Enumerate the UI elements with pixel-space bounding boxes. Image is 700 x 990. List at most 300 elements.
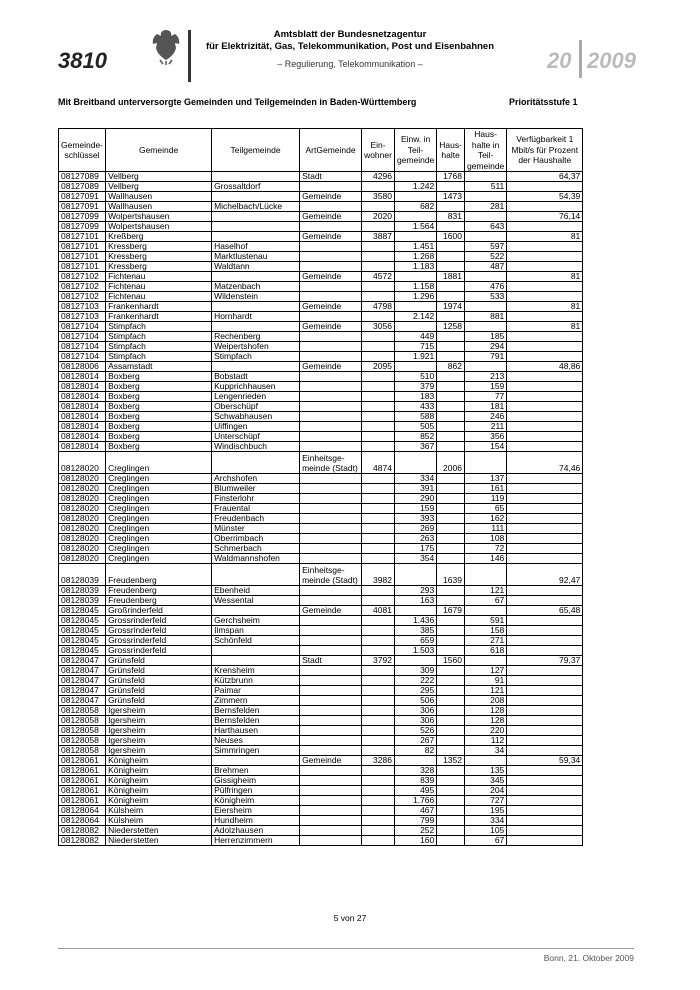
table-cell xyxy=(362,242,395,252)
table-cell xyxy=(212,362,300,372)
table-cell: Creglingen xyxy=(106,474,212,484)
table-row xyxy=(59,172,583,182)
table-cell: 08128047 xyxy=(59,666,106,676)
table-cell: 269 xyxy=(394,524,436,534)
table-cell xyxy=(437,736,465,746)
table-cell: 263 xyxy=(394,534,436,544)
table-cell xyxy=(362,596,395,606)
issue-year: 2009 xyxy=(587,48,636,73)
table-cell xyxy=(362,262,395,272)
table-cell: Eiersheim xyxy=(212,806,300,816)
table-row xyxy=(59,322,583,332)
table-cell xyxy=(300,686,362,696)
table-cell: Creglingen xyxy=(106,514,212,524)
table-cell: 831 xyxy=(437,212,465,222)
table-cell: Freudenbach xyxy=(212,514,300,524)
table-cell: 162 xyxy=(464,514,506,524)
table-cell xyxy=(507,666,583,676)
table-cell xyxy=(437,746,465,756)
table-cell: 08128020 xyxy=(59,534,106,544)
table-cell xyxy=(300,836,362,846)
table-cell: 91 xyxy=(464,676,506,686)
table-cell: Windischbuch xyxy=(212,442,300,452)
table-cell xyxy=(394,192,436,202)
table-cell xyxy=(437,816,465,826)
table-cell xyxy=(300,312,362,322)
table-row xyxy=(59,696,583,706)
table-cell: 08128047 xyxy=(59,676,106,686)
table-cell: 1974 xyxy=(437,302,465,312)
table-cell: Vellberg xyxy=(106,182,212,192)
table-row xyxy=(59,646,583,656)
table-cell: Königheim xyxy=(106,766,212,776)
table-cell: 367 xyxy=(394,442,436,452)
table-cell xyxy=(507,616,583,626)
table-cell xyxy=(362,736,395,746)
table-row xyxy=(59,494,583,504)
table-cell xyxy=(362,626,395,636)
table-cell: 105 xyxy=(464,826,506,836)
table-cell: Münster xyxy=(212,524,300,534)
table-cell: 08128039 xyxy=(59,596,106,606)
table-cell: Gemeinde xyxy=(300,362,362,372)
table-cell xyxy=(507,332,583,342)
table-cell xyxy=(437,596,465,606)
table-cell xyxy=(507,422,583,432)
journal-title xyxy=(200,29,500,53)
table-cell xyxy=(437,262,465,272)
table-cell: Blumweiler xyxy=(212,484,300,494)
table-cell xyxy=(300,646,362,656)
table-cell xyxy=(394,656,436,666)
table-cell: 08127101 xyxy=(59,252,106,262)
table-cell xyxy=(300,766,362,776)
table-cell: Gemeinde xyxy=(300,272,362,282)
table-cell: Vellberg xyxy=(106,172,212,182)
table-cell xyxy=(437,252,465,262)
table-cell xyxy=(464,172,506,182)
table-cell xyxy=(507,786,583,796)
table-row xyxy=(59,606,583,616)
table-cell: Boxberg xyxy=(106,372,212,382)
table-row xyxy=(59,402,583,412)
table-cell: Großrinderfeld xyxy=(106,606,212,616)
table-cell: Schönfeld xyxy=(212,636,300,646)
table-cell xyxy=(437,534,465,544)
table-cell xyxy=(362,676,395,686)
table-cell: 715 xyxy=(394,342,436,352)
table-cell: 195 xyxy=(464,806,506,816)
table-cell xyxy=(212,232,300,242)
table-cell: Creglingen xyxy=(106,524,212,534)
table-cell xyxy=(300,826,362,836)
table-cell: Waldmannshofen xyxy=(212,554,300,564)
table-cell: 08127091 xyxy=(59,202,106,212)
table-cell xyxy=(437,766,465,776)
table-cell: Bernsfelden xyxy=(212,716,300,726)
table-cell xyxy=(300,442,362,452)
table-cell: 08128061 xyxy=(59,776,106,786)
table-cell xyxy=(507,262,583,272)
table-cell: 506 xyxy=(394,696,436,706)
table-cell: Grünsfeld xyxy=(106,676,212,686)
table-cell: 135 xyxy=(464,766,506,776)
table-cell xyxy=(507,494,583,504)
table-row xyxy=(59,524,583,534)
table-cell xyxy=(300,222,362,232)
table-cell: 08128058 xyxy=(59,726,106,736)
table-row xyxy=(59,212,583,222)
table-cell xyxy=(300,524,362,534)
table-cell: 08127104 xyxy=(59,352,106,362)
table-cell: 159 xyxy=(464,382,506,392)
table-cell: 159 xyxy=(394,504,436,514)
table-cell xyxy=(507,776,583,786)
table-cell xyxy=(212,564,300,586)
table-cell: 08128020 xyxy=(59,494,106,504)
journal-title-line2: für Elektrizität, Gas, Telekommunikation, Post und Eisenbahnen xyxy=(205,41,495,52)
header-availability: Verfügbarkeit 1 Mbit/s für Prozent der Haushalte xyxy=(507,129,583,172)
table-cell xyxy=(362,412,395,422)
table-row xyxy=(59,514,583,524)
table-row xyxy=(59,372,583,382)
table-cell: Grünsfeld xyxy=(106,656,212,666)
table-cell xyxy=(300,716,362,726)
table-cell: Wallhausen xyxy=(106,192,212,202)
header-sub-population: Einw. in Teil-gemeinde xyxy=(394,129,436,172)
table-cell xyxy=(362,646,395,656)
table-cell: 08128020 xyxy=(59,452,106,474)
table-cell xyxy=(300,746,362,756)
table-cell: 208 xyxy=(464,696,506,706)
table-cell xyxy=(212,646,300,656)
table-cell: Herrenzimmern xyxy=(212,836,300,846)
table-cell: Gemeinde xyxy=(300,232,362,242)
table-cell: 08127103 xyxy=(59,302,106,312)
table-cell: Harthausen xyxy=(212,726,300,736)
table-cell: 119 xyxy=(464,494,506,504)
table-cell xyxy=(437,484,465,494)
table-cell: 510 xyxy=(394,372,436,382)
table-cell xyxy=(362,726,395,736)
table-cell xyxy=(437,586,465,596)
table-cell: 81 xyxy=(507,322,583,332)
table-row xyxy=(59,382,583,392)
table-cell xyxy=(507,442,583,452)
table-cell: 08128064 xyxy=(59,816,106,826)
table-cell xyxy=(362,372,395,382)
table-cell xyxy=(437,524,465,534)
table-cell xyxy=(300,202,362,212)
table-cell: 1.564 xyxy=(394,222,436,232)
table-cell: 08128014 xyxy=(59,402,106,412)
table-cell xyxy=(362,796,395,806)
table-cell xyxy=(437,776,465,786)
table-cell: 659 xyxy=(394,636,436,646)
table-cell xyxy=(362,816,395,826)
table-cell xyxy=(362,312,395,322)
table-cell: 72 xyxy=(464,544,506,554)
table-cell: 67 xyxy=(464,596,506,606)
table-cell: Wessental xyxy=(212,596,300,606)
table-cell xyxy=(212,222,300,232)
table-cell: Lengenrieden xyxy=(212,392,300,402)
table-cell: 128 xyxy=(464,706,506,716)
table-cell xyxy=(507,392,583,402)
table-row xyxy=(59,706,583,716)
table-cell: Stimpfach xyxy=(106,322,212,332)
table-cell: Adolzhausen xyxy=(212,826,300,836)
table-cell xyxy=(394,756,436,766)
table-cell xyxy=(507,412,583,422)
table-row xyxy=(59,534,583,544)
table-cell: 2.142 xyxy=(394,312,436,322)
table-cell: Gissigheim xyxy=(212,776,300,786)
table-cell xyxy=(300,596,362,606)
table-cell: 08128061 xyxy=(59,756,106,766)
table-cell: 65 xyxy=(464,504,506,514)
table-row xyxy=(59,736,583,746)
table-cell: 391 xyxy=(394,484,436,494)
table-cell: 82 xyxy=(394,746,436,756)
table-cell: 1.242 xyxy=(394,182,436,192)
table-cell: Einheitsge-meinde (Stadt) xyxy=(300,452,362,474)
table-cell xyxy=(300,242,362,252)
table-row xyxy=(59,442,583,452)
table-cell xyxy=(507,242,583,252)
table-cell xyxy=(437,222,465,232)
table-cell: 74,46 xyxy=(507,452,583,474)
table-cell xyxy=(437,342,465,352)
table-cell: 393 xyxy=(394,514,436,524)
table-cell: Frankenhardt xyxy=(106,312,212,322)
table-row xyxy=(59,484,583,494)
table-cell xyxy=(437,412,465,422)
table-cell xyxy=(507,706,583,716)
table-cell xyxy=(300,352,362,362)
table-cell: 246 xyxy=(464,412,506,422)
table-cell: Grünsfeld xyxy=(106,666,212,676)
table-cell xyxy=(507,746,583,756)
table-cell: Freudenberg xyxy=(106,564,212,586)
table-cell: Igersheim xyxy=(106,726,212,736)
table-cell: 08127101 xyxy=(59,262,106,272)
table-cell xyxy=(464,322,506,332)
table-cell xyxy=(300,786,362,796)
table-cell xyxy=(437,626,465,636)
table-cell xyxy=(437,202,465,212)
page-counter: 5 von 27 xyxy=(333,913,367,923)
table-cell xyxy=(507,372,583,382)
table-cell xyxy=(437,636,465,646)
table-cell xyxy=(437,616,465,626)
table-cell: 185 xyxy=(464,332,506,342)
table-cell: 08127099 xyxy=(59,222,106,232)
table-cell: 08128061 xyxy=(59,786,106,796)
table-cell: 385 xyxy=(394,626,436,636)
table-cell: 1.436 xyxy=(394,616,436,626)
table-cell xyxy=(362,202,395,212)
table-cell xyxy=(507,342,583,352)
table-cell: Stimpfach xyxy=(106,332,212,342)
table-cell xyxy=(507,726,583,736)
table-cell xyxy=(464,192,506,202)
table-cell xyxy=(212,452,300,474)
table-cell: 433 xyxy=(394,402,436,412)
table-cell: 449 xyxy=(394,332,436,342)
table-row xyxy=(59,342,583,352)
table-cell xyxy=(507,696,583,706)
table-cell: Grünsfeld xyxy=(106,686,212,696)
table-cell: 112 xyxy=(464,736,506,746)
table-cell xyxy=(212,606,300,616)
table-cell xyxy=(507,432,583,442)
table-cell: 121 xyxy=(464,586,506,596)
table-cell xyxy=(300,666,362,676)
table-cell xyxy=(300,736,362,746)
table-cell: Wolpertshausen xyxy=(106,222,212,232)
table-cell: 08128014 xyxy=(59,392,106,402)
table-cell xyxy=(212,192,300,202)
table-cell xyxy=(212,302,300,312)
table-cell xyxy=(464,452,506,474)
table-cell: Igersheim xyxy=(106,716,212,726)
table-row xyxy=(59,766,583,776)
table-cell: Niederstetten xyxy=(106,836,212,846)
table-cell: 591 xyxy=(464,616,506,626)
table-cell: 08127101 xyxy=(59,232,106,242)
table-cell xyxy=(394,362,436,372)
table-cell: 271 xyxy=(464,636,506,646)
table-cell: Waldtann xyxy=(212,262,300,272)
table-cell xyxy=(507,836,583,846)
table-cell xyxy=(362,716,395,726)
table-cell: Kupprichhausen xyxy=(212,382,300,392)
table-cell: Wildenstein xyxy=(212,292,300,302)
table-cell: 597 xyxy=(464,242,506,252)
table-cell: 211 xyxy=(464,422,506,432)
table-cell xyxy=(437,332,465,342)
table-cell xyxy=(507,202,583,212)
table-cell: 4572 xyxy=(362,272,395,282)
table-cell xyxy=(362,182,395,192)
table-cell xyxy=(437,292,465,302)
table-cell: Boxberg xyxy=(106,392,212,402)
table-cell: 08127102 xyxy=(59,272,106,282)
table-cell: 08128058 xyxy=(59,736,106,746)
table-cell xyxy=(437,706,465,716)
table-cell xyxy=(437,504,465,514)
table-cell: 08127089 xyxy=(59,182,106,192)
table-cell: 54,39 xyxy=(507,192,583,202)
table-cell: 3580 xyxy=(362,192,395,202)
table-cell xyxy=(507,636,583,646)
table-row xyxy=(59,474,583,484)
table-cell xyxy=(362,222,395,232)
table-cell xyxy=(437,544,465,554)
table-cell: 08128058 xyxy=(59,746,106,756)
table-cell: Igersheim xyxy=(106,706,212,716)
issue-number: 20 xyxy=(547,48,572,73)
table-cell xyxy=(464,232,506,242)
table-cell: Creglingen xyxy=(106,554,212,564)
table-cell xyxy=(362,706,395,716)
table-cell: 881 xyxy=(464,312,506,322)
table-cell: 309 xyxy=(394,666,436,676)
table-cell: 3982 xyxy=(362,564,395,586)
table-cell: 08128014 xyxy=(59,432,106,442)
table-cell: 281 xyxy=(464,202,506,212)
table-cell xyxy=(507,524,583,534)
table-cell: 08128047 xyxy=(59,686,106,696)
table-cell xyxy=(300,332,362,342)
table-cell xyxy=(437,352,465,362)
table-cell: 862 xyxy=(437,362,465,372)
table-cell xyxy=(362,474,395,484)
table-cell: Gemeinde xyxy=(300,212,362,222)
table-cell xyxy=(437,442,465,452)
table-cell xyxy=(507,382,583,392)
table-cell: Pülfringen xyxy=(212,786,300,796)
table-cell: Oberrimbach xyxy=(212,534,300,544)
table-cell: 4296 xyxy=(362,172,395,182)
table-row xyxy=(59,192,583,202)
table-cell: Zimmern xyxy=(212,696,300,706)
table-cell xyxy=(362,514,395,524)
table-cell: Unterschüpf xyxy=(212,432,300,442)
table-cell xyxy=(464,362,506,372)
table-cell xyxy=(507,766,583,776)
table-cell xyxy=(362,554,395,564)
table-cell: Gemeinde xyxy=(300,606,362,616)
table-cell: 08128047 xyxy=(59,656,106,666)
table-cell xyxy=(362,342,395,352)
table-cell: 354 xyxy=(394,554,436,564)
table-cell: 08127104 xyxy=(59,342,106,352)
table-cell: 220 xyxy=(464,726,506,736)
table-row xyxy=(59,586,583,596)
table-cell xyxy=(300,342,362,352)
table-cell xyxy=(362,432,395,442)
table-cell: Kützbrunn xyxy=(212,676,300,686)
table-cell xyxy=(507,596,583,606)
table-cell: Haselhof xyxy=(212,242,300,252)
table-cell xyxy=(507,282,583,292)
table-cell xyxy=(300,494,362,504)
table-cell: 181 xyxy=(464,402,506,412)
table-cell xyxy=(362,332,395,342)
table-row xyxy=(59,282,583,292)
table-cell: Fichtenau xyxy=(106,282,212,292)
table-cell: Grünsfeld xyxy=(106,696,212,706)
table-cell xyxy=(362,534,395,544)
table-cell: Matzenbach xyxy=(212,282,300,292)
table-cell xyxy=(300,534,362,544)
table-cell: 08127102 xyxy=(59,292,106,302)
table-cell: Fichtenau xyxy=(106,292,212,302)
table-cell xyxy=(362,696,395,706)
table-cell xyxy=(300,382,362,392)
table-row xyxy=(59,746,583,756)
table-cell xyxy=(437,646,465,656)
table-cell: 467 xyxy=(394,806,436,816)
table-cell: Brehmen xyxy=(212,766,300,776)
table-cell: 1768 xyxy=(437,172,465,182)
table-row xyxy=(59,796,583,806)
table-cell: 533 xyxy=(464,292,506,302)
table-cell: 1560 xyxy=(437,656,465,666)
table-cell: Grossrinderfeld xyxy=(106,626,212,636)
